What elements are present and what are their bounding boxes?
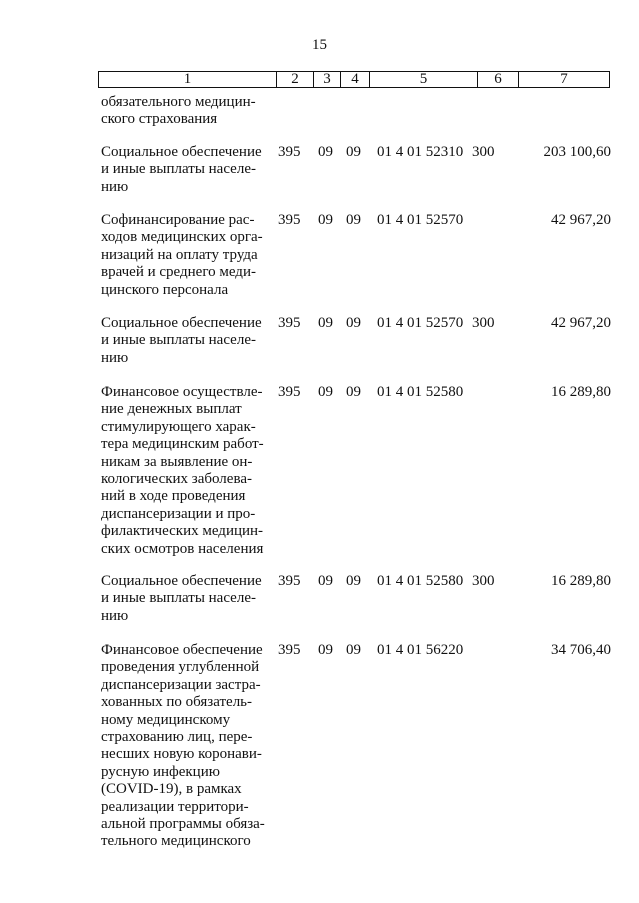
row-code: 395 [278, 144, 301, 160]
row-amount: 42 967,20 [551, 212, 611, 228]
row-name: Финансовое осуществле- ние денежных выплат стимулирующего харак- тера медицинским работ- никам за выявление он- кологических заболева- ний в ходе проведения диспансеризации и про- филактических медицин- ских осмотров населения [101, 384, 264, 557]
row-section: 09 [318, 144, 333, 160]
table-header [98, 71, 610, 88]
row-name: Социальное обеспечение и иные выплаты населе- нию [101, 315, 262, 366]
row-expense-type: 300 [472, 315, 495, 331]
row-code: 395 [278, 642, 301, 658]
row-code: 395 [278, 212, 301, 228]
row-amount: 203 100,60 [543, 144, 611, 160]
row-section: 09 [318, 573, 333, 589]
page-number: 15 [312, 37, 327, 53]
header-col-6: 6 [478, 72, 519, 87]
row-target-article: 01 4 01 52580 [377, 573, 464, 589]
row-code: 395 [278, 315, 301, 331]
row-section: 09 [318, 315, 333, 331]
row-subsection: 09 [346, 144, 361, 160]
row-target-article: 01 4 01 52570 [377, 315, 464, 331]
row-code: 395 [278, 573, 301, 589]
row-target-article: 01 4 01 52580 [377, 384, 464, 400]
row-amount: 42 967,20 [551, 315, 611, 331]
row-section: 09 [318, 212, 333, 228]
row-expense-type: 300 [472, 573, 495, 589]
row-target-article: 01 4 01 56220 [377, 642, 464, 658]
header-col-3: 3 [314, 72, 341, 87]
row-name: Софинансирование рас- ходов медицинских орга- низаций на оплату труда врачей и среднего меди- цинского персонала [101, 212, 263, 298]
header-col-4: 4 [341, 72, 370, 87]
row-name: Социальное обеспечение и иные выплаты населе- нию [101, 573, 262, 624]
row-expense-type: 300 [472, 144, 495, 160]
header-col-5: 5 [370, 72, 478, 87]
continuation-text: обязательного медицин- ского страхования [101, 94, 256, 128]
header-col-7: 7 [560, 71, 568, 87]
row-subsection: 09 [346, 212, 361, 228]
row-subsection: 09 [346, 315, 361, 331]
row-subsection: 09 [346, 642, 361, 658]
row-target-article: 01 4 01 52570 [377, 212, 464, 228]
row-amount: 34 706,40 [551, 642, 611, 658]
row-section: 09 [318, 642, 333, 658]
header-col-2: 2 [277, 72, 314, 87]
row-target-article: 01 4 01 52310 [377, 144, 464, 160]
header-col-1: 1 [99, 72, 277, 87]
row-subsection: 09 [346, 384, 361, 400]
row-amount: 16 289,80 [551, 384, 611, 400]
row-name: Социальное обеспечение и иные выплаты населе- нию [101, 144, 262, 195]
row-code: 395 [278, 384, 301, 400]
row-name: Финансовое обеспечение проведения углубленной диспансеризации застра- хованных по обязатель- ному медицинскому страхованию лиц, пере- несших новую коронави- русную инфекцию (COVID-19), в рамках реализации территори- альной программы обяза- тельного медицинского [101, 642, 265, 850]
row-subsection: 09 [346, 573, 361, 589]
row-section: 09 [318, 384, 333, 400]
row-amount: 16 289,80 [551, 573, 611, 589]
